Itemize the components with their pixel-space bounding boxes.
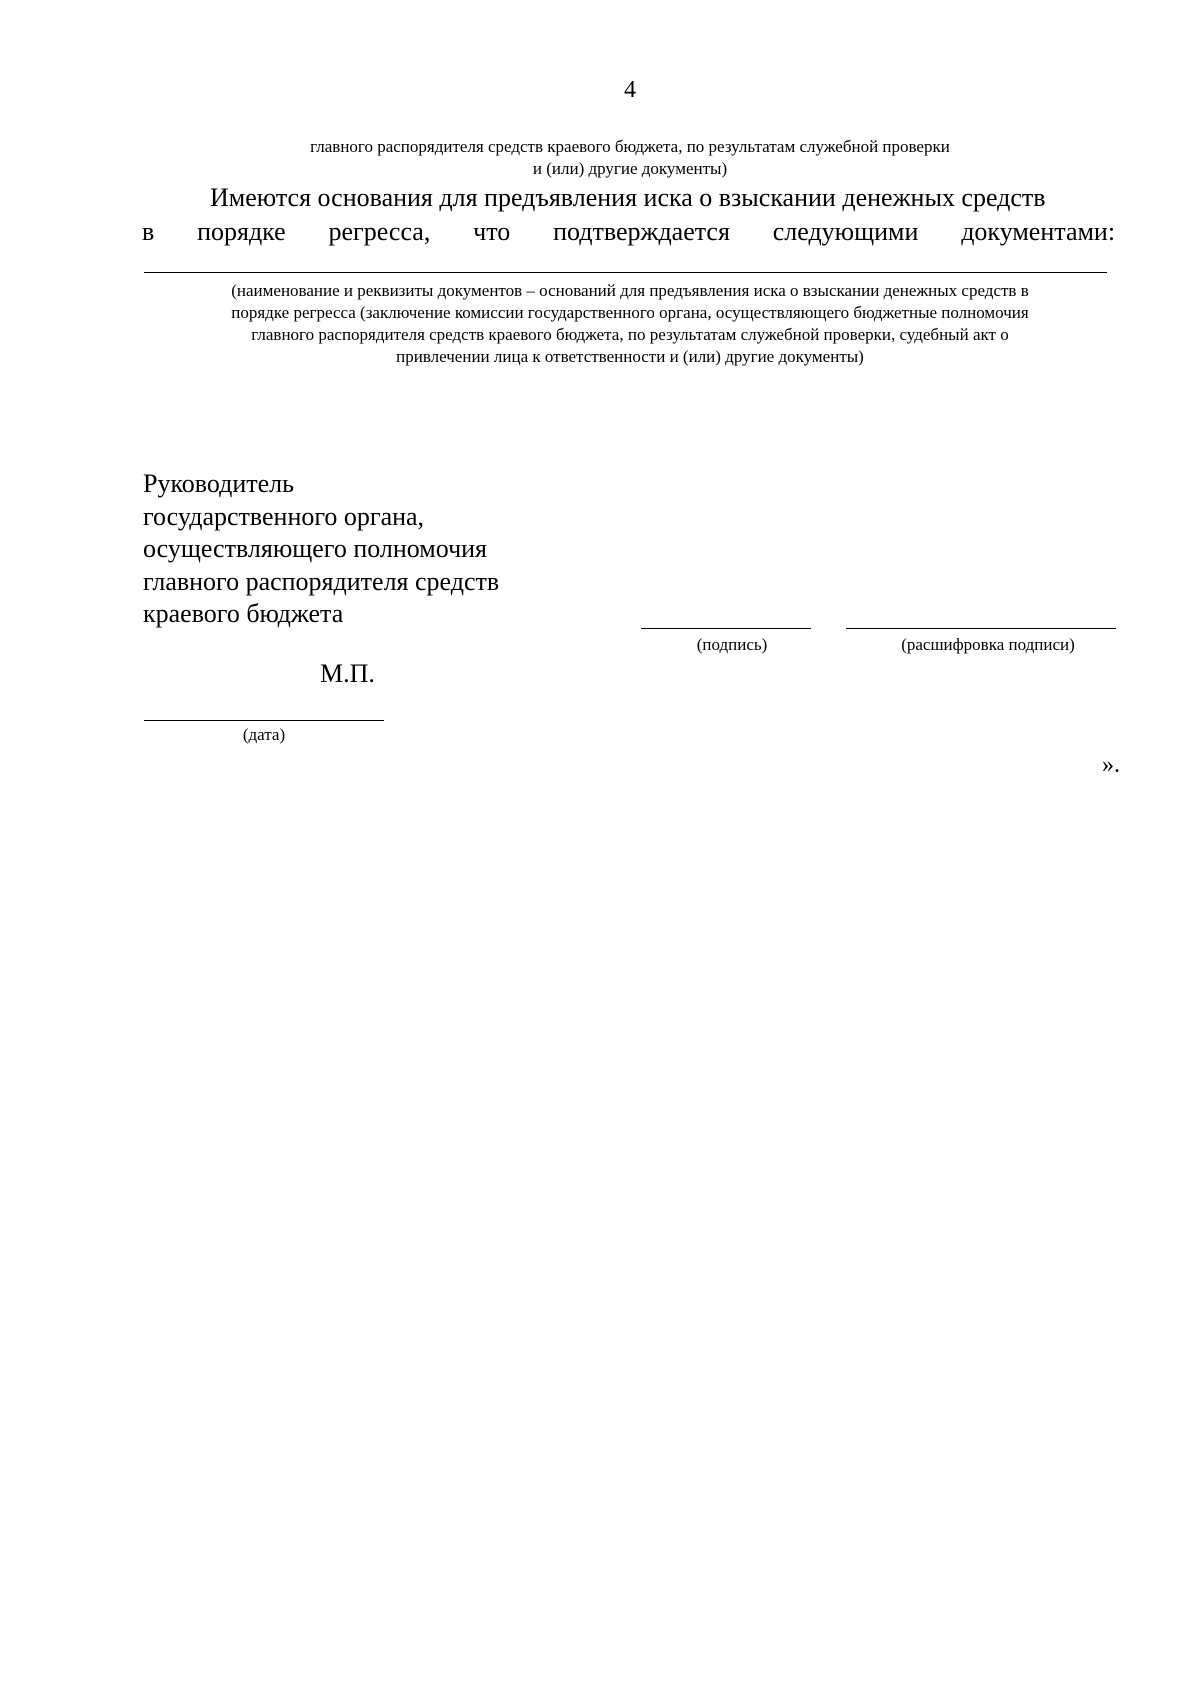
date-label: (дата) bbox=[242, 725, 286, 744]
main-text-word: что bbox=[473, 217, 511, 246]
main-text-line-2 bbox=[142, 216, 1115, 248]
documents-caption-line: (наименование и реквизиты документов – оснований для предъявления иска о взыскании денежных средств в bbox=[231, 281, 1029, 300]
main-text-word: документами: bbox=[961, 217, 1116, 246]
signer-title-line: Руководитель bbox=[143, 469, 294, 498]
signature-decode-label: (расшифровка подписи) bbox=[901, 635, 1075, 654]
signer-title-line: осуществляющего полномочия bbox=[143, 534, 488, 563]
main-text-word: порядке bbox=[197, 217, 286, 246]
documents-caption-line: порядке регресса (заключение комиссии государственного органа, осуществляющего бюджетные полномочия bbox=[231, 303, 1029, 322]
main-text-line-1: Имеются основания для предъявления иска о взыскании денежных средств bbox=[210, 183, 1046, 212]
signer-title-line: краевого бюджета bbox=[143, 599, 344, 628]
top-caption-line: главного распорядителя средств краевого бюджета, по результатам служебной проверки bbox=[310, 137, 950, 156]
top-caption-line: и (или) другие документы) bbox=[532, 159, 728, 178]
closing-quote: ». bbox=[1102, 752, 1120, 778]
signature-line bbox=[641, 628, 811, 629]
signer-title-line: государственного органа, bbox=[143, 501, 425, 531]
date-line bbox=[144, 720, 384, 721]
documents-fill-line bbox=[144, 272, 1107, 273]
main-text-word: регресса, bbox=[328, 217, 431, 246]
main-text-word: следующими bbox=[772, 217, 919, 246]
stamp-place-label: М.П. bbox=[320, 659, 375, 688]
main-text-word: подтверждается bbox=[553, 217, 730, 246]
top-caption bbox=[200, 136, 1060, 180]
main-text-word: в bbox=[142, 217, 155, 246]
signer-title-line: главного распорядителя средств bbox=[143, 566, 500, 596]
signer-title bbox=[143, 468, 583, 631]
documents-caption-line: привлечении лица к ответственности и (или) другие документы) bbox=[396, 347, 864, 366]
signature-decode-line bbox=[846, 628, 1116, 629]
documents-caption-line: главного распорядителя средств краевого бюджета, по результатам служебной проверки, судебный акт о bbox=[251, 325, 1009, 344]
page-number: 4 bbox=[624, 77, 636, 103]
signature-label: (подпись) bbox=[696, 635, 768, 654]
documents-caption bbox=[140, 280, 1120, 368]
